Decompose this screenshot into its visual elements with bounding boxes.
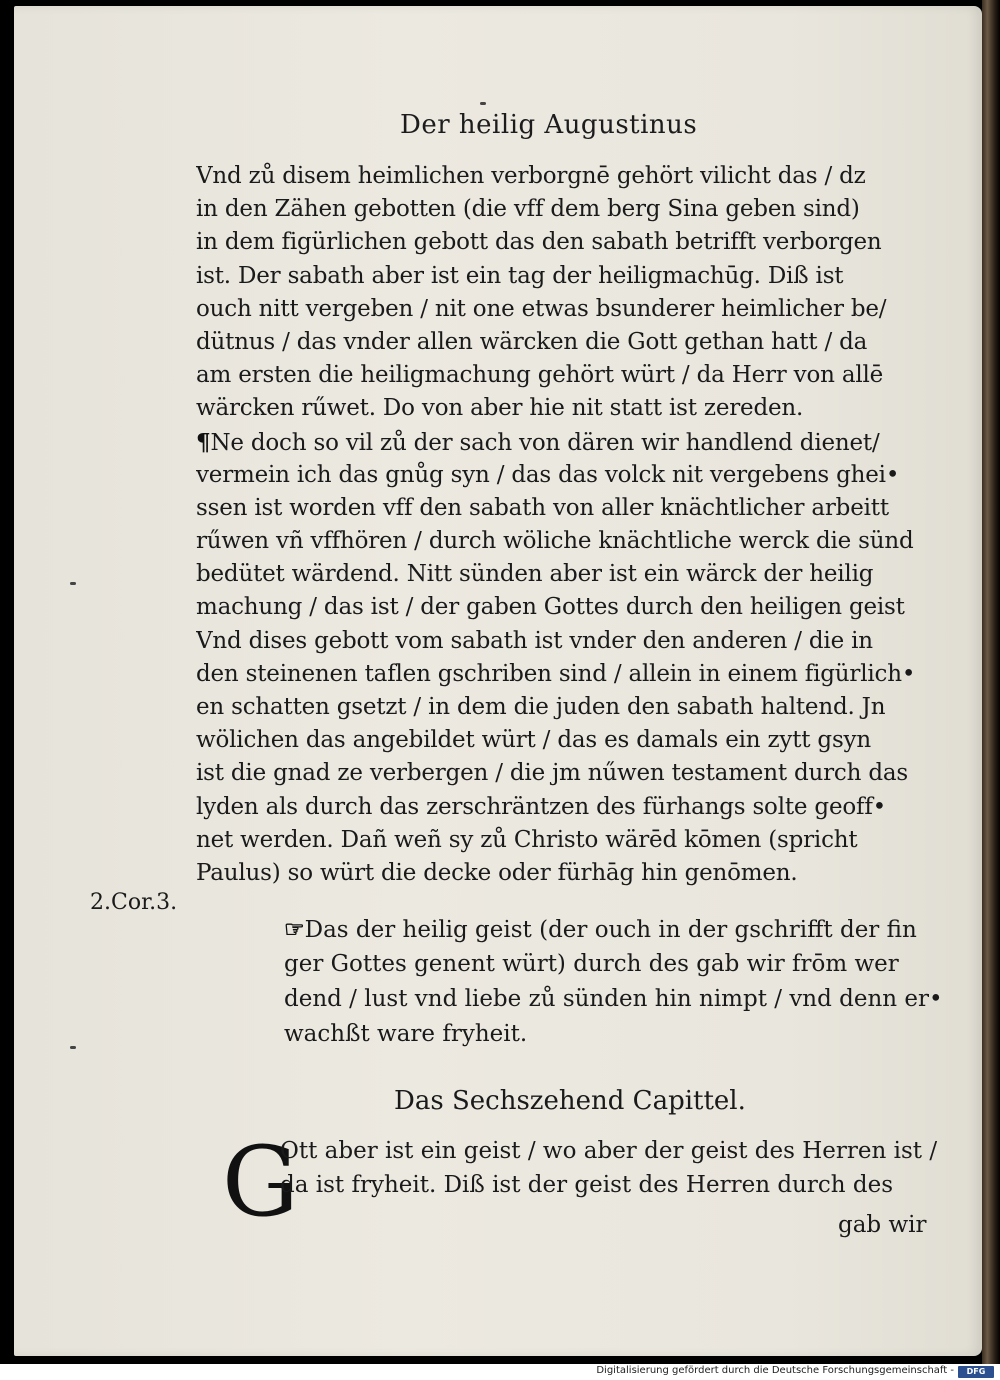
note-line: dend / lust vnd liebe zů sünden hin nimpt / vnd denn er• xyxy=(284,986,943,1012)
text-line-paragraph-start xyxy=(196,426,936,459)
dfg-logo: DFG xyxy=(958,1366,994,1378)
text-line: ist die gnad ze verbergen / die jm nűwen testament durch das xyxy=(196,760,908,787)
footer-bar xyxy=(0,1364,1000,1380)
text-line: en schatten gsetzt / in dem die juden den sabath haltend. Jn xyxy=(196,694,886,720)
text-line: lyden als durch das zerschräntzen des fürhangs solte geoff• xyxy=(196,793,887,820)
margin-reference: 2.Cor.3. xyxy=(90,890,178,915)
text-line: wölichen das angebildet würt / das es damals ein zytt gsyn xyxy=(196,727,871,754)
funding-credit: Digitalisierung gefördert durch die Deutsche Forschungsgemeinschaft - xyxy=(596,1365,954,1376)
text-line: Paulus) so würt die decke oder fürhāg hin genōmen. xyxy=(196,859,798,886)
note-line: wachßt ware fryheit. xyxy=(284,1021,528,1047)
text-line: bedütet wärdend. Nitt sünden aber ist ein wärck der heilig xyxy=(196,561,874,588)
text-line: vermein ich das gnůg syn / das das volck nit vergebens ghei• xyxy=(196,461,900,488)
ink-speck xyxy=(480,102,486,105)
book-edge xyxy=(982,0,1000,1364)
text-line: in den Zähen gebotten (die vff dem berg Sina geben sind) xyxy=(196,196,860,223)
drop-initial: G xyxy=(222,1126,299,1238)
note-block xyxy=(284,912,944,1052)
main-text-block xyxy=(196,160,936,890)
text-line: ist. Der sabath aber ist ein tag der heiligmachūg. Diß ist xyxy=(196,262,844,289)
text-line: Vnd dises gebott vom sabath ist vnder den anderen / die in xyxy=(196,627,873,654)
text-line: in dem figürlichen gebott das den sabath betrifft verborgen xyxy=(196,229,882,256)
catchword: gab wir xyxy=(838,1212,927,1238)
ink-speck xyxy=(70,582,76,585)
paragraph-mark: ¶ xyxy=(196,428,211,456)
text-line: net werden. Dañ weñ sy zů Christo wärēd kōmen (spricht xyxy=(196,826,858,853)
note-line: ger Gottes genent würt) durch des gab wir frōm wer xyxy=(284,951,899,977)
note-line-content: Das der heilig geist (der ouch in der gschrifft der fin xyxy=(304,917,917,943)
text-line: am ersten die heiligmachung gehört würt / da Herr von allē xyxy=(196,362,884,389)
text-line-content: Ne doch so vil zů der sach von dären wir handlend dienet/ xyxy=(210,429,880,456)
note-line-first xyxy=(284,912,944,947)
text-line: den steinenen taflen gschriben sind / allein in einem figürlich• xyxy=(196,660,916,687)
chapter-line: Ott aber ist ein geist / wo aber der geist des Herren ist / xyxy=(280,1138,938,1164)
text-line: ouch nitt vergeben / nit one etwas bsunderer heimlicher be/ xyxy=(196,295,887,322)
running-head: Der heilig Augustinus xyxy=(400,110,698,140)
text-line: rűwen vñ vffhören / durch wöliche knächtliche werck die sünd xyxy=(196,528,914,555)
text-line: wärcken rűwet. Do von aber hie nit statt ist zereden. xyxy=(196,395,804,422)
ink-speck xyxy=(70,1046,76,1049)
chapter-line: da ist fryheit. Diß ist der geist des Herren durch des xyxy=(280,1172,893,1198)
text-line: machung / das ist / der gaben Gottes durch den heiligen geist xyxy=(196,594,905,621)
pointing-hand-icon: ☞ xyxy=(284,916,305,943)
text-line: Vnd zů disem heimlichen verborgnē gehört vilicht das / dz xyxy=(196,163,866,189)
text-line: dütnus / das vnder allen wärcken die Gott gethan hatt / da xyxy=(196,328,868,355)
chapter-title: Das Sechszehend Capittel. xyxy=(394,1086,746,1116)
text-line: ssen ist worden vff den sabath von aller knächtlicher arbeitt xyxy=(196,494,889,521)
